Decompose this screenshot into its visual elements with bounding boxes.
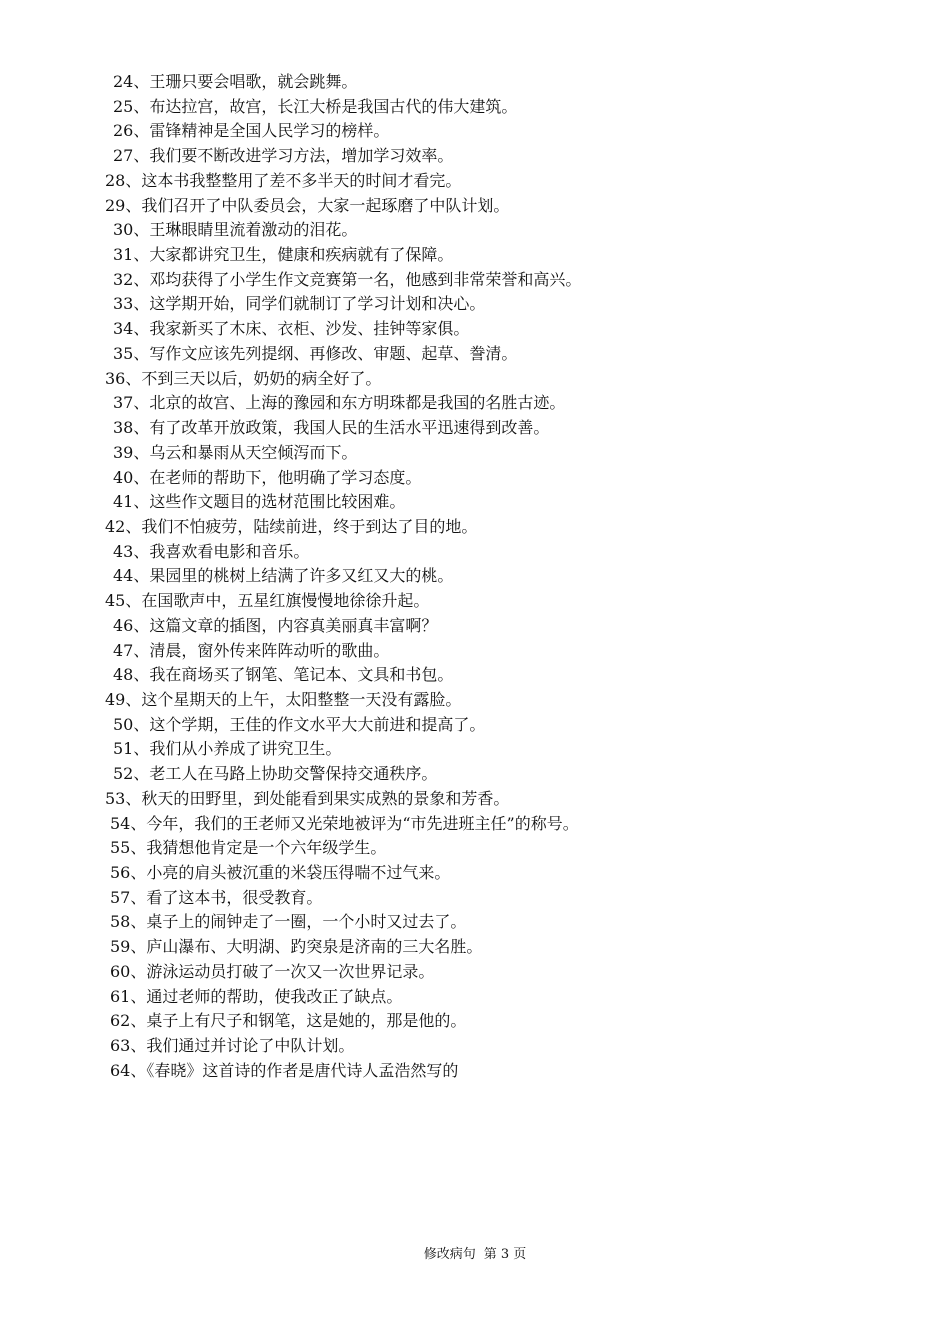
sentence-text: 34、我家新买了木床、衣柜、沙发、挂钟等家俱。 <box>113 319 470 339</box>
sentence-line <box>0 1034 950 1059</box>
sentence-line <box>0 70 950 95</box>
sentence-text: 31、大家都讲究卫生，健康和疾病就有了保障。 <box>113 245 454 265</box>
sentence-text: 24、王珊只要会唱歌，就会跳舞。 <box>113 72 358 91</box>
sentence-line <box>0 589 950 614</box>
sentence-text: 38、有了改革开放政策，我国人民的生活水平迅速得到改善。 <box>113 418 550 438</box>
sentence-line <box>0 836 950 861</box>
sentence-text: 28、这本书我整整用了差不多半天的时间才看完。 <box>105 170 462 190</box>
sentence-line <box>0 466 950 491</box>
sentence-text: 37、北京的故宫、上海的豫园和东方明珠都是我国的名胜古迹。 <box>113 393 566 413</box>
sentence-line <box>0 713 950 738</box>
sentence-text: 29、我们召开了中队委员会，大家一起琢磨了中队计划。 <box>105 195 510 215</box>
sentence-text: 27、我们要不断改进学习方法，增加学习效率。 <box>113 146 454 166</box>
sentence-text: 47、清晨，窗外传来阵阵动听的歌曲。 <box>113 640 390 660</box>
sentence-text: 36、不到三天以后，奶奶的病全好了。 <box>105 368 382 388</box>
sentence-line <box>0 144 950 169</box>
sentence-line <box>0 1059 950 1084</box>
sentence-text: 30、王琳眼睛里流着激动的泪花。 <box>113 220 358 240</box>
sentence-line <box>0 515 950 540</box>
sentence-line <box>0 391 950 416</box>
sentence-line <box>0 317 950 342</box>
sentence-line <box>0 441 950 466</box>
sentence-text: 41、这些作文题目的选材范围比较困难。 <box>113 492 406 512</box>
sentence-text: 61、通过老师的帮助，使我改正了缺点。 <box>110 986 403 1006</box>
sentence-line <box>0 639 950 664</box>
sentence-line <box>0 95 950 120</box>
sentence-text: 33、这学期开始，同学们就制订了学习计划和决心。 <box>113 294 486 314</box>
sentence-text: 56、小亮的肩头被沉重的米袋压得喘不过气来。 <box>110 863 451 882</box>
sentence-text: 55、我猜想他肯定是一个六年级学生。 <box>110 838 387 858</box>
sentence-line <box>0 910 950 935</box>
footer-page-number: 第 3 页 <box>483 1247 527 1262</box>
sentence-line <box>0 663 950 688</box>
sentence-text: 45、在国歌声中，五星红旗慢慢地徐徐升起。 <box>105 591 430 611</box>
sentence-line <box>0 169 950 194</box>
sentence-line <box>0 490 950 515</box>
sentence-text: 48、我在商场买了钢笔、笔记本、文具和书包。 <box>113 665 454 685</box>
sentence-line <box>0 540 950 565</box>
sentence-text: 57、看了这本书，很受教育。 <box>110 887 323 907</box>
sentence-line <box>0 935 950 960</box>
sentence-text: 46、这篇文章的插图，内容真美丽真丰富啊？ <box>113 615 438 635</box>
sentence-text: 40、在老师的帮助下，他明确了学习态度。 <box>113 467 422 487</box>
sentence-line <box>0 416 950 441</box>
sentence-text: 50、这个学期，王佳的作文水平大大前进和提高了。 <box>113 714 486 734</box>
sentence-line <box>0 614 950 639</box>
sentence-text: 25、布达拉宫，故宫，长江大桥是我国古代的伟大建筑。 <box>113 96 518 116</box>
sentence-line <box>0 218 950 243</box>
sentence-line <box>0 292 950 317</box>
footer-title: 修改病句 <box>423 1247 476 1262</box>
sentence-text: 53、秋天的田野里，到处能看到果实成熟的景象和芳香。 <box>105 788 510 808</box>
sentence-text: 26、雷锋精神是全国人民学习的榜样。 <box>113 121 390 141</box>
sentence-text: 39、乌云和暴雨从天空倾泻而下。 <box>113 442 358 462</box>
sentence-line <box>0 367 950 392</box>
sentence-line <box>0 762 950 787</box>
sentence-text: 60、游泳运动员打破了一次又一次世界记录。 <box>110 961 435 981</box>
sentence-line <box>0 119 950 144</box>
sentence-text: 58、桌子上的闹钟走了一圈，一个小时又过去了。 <box>110 912 467 932</box>
sentence-list <box>0 70 950 1083</box>
sentence-text: 63、我们通过并讨论了中队计划。 <box>110 1036 355 1056</box>
sentence-text: 32、邓均获得了小学生作文竞赛第一名，他感到非常荣誉和高兴。 <box>113 269 582 289</box>
sentence-line <box>0 688 950 713</box>
sentence-line <box>0 342 950 367</box>
sentence-text: 44、果园里的桃树上结满了许多又红又大的桃。 <box>113 566 454 586</box>
sentence-line <box>0 243 950 268</box>
sentence-line <box>0 194 950 219</box>
sentence-line <box>0 787 950 812</box>
sentence-line <box>0 861 950 886</box>
sentence-text: 35、写作文应该先列提纲、再修改、审题、起草、誊清。 <box>113 343 518 363</box>
sentence-text: 64、《春晓》这首诗的作者是唐代诗人孟浩然写的 <box>110 1060 459 1080</box>
page-footer <box>0 1246 950 1264</box>
sentence-line <box>0 812 950 837</box>
sentence-text: 52、老工人在马路上协助交警保持交通秩序。 <box>113 764 438 784</box>
sentence-text: 54、今年，我们的王老师又光荣地被评为“市先进班主任”的称号。 <box>110 813 579 833</box>
sentence-line <box>0 737 950 762</box>
sentence-line <box>0 960 950 985</box>
sentence-line <box>0 564 950 589</box>
sentence-line <box>0 1009 950 1034</box>
sentence-text: 59、庐山瀑布、大明湖、趵突泉是济南的三大名胜。 <box>110 937 483 957</box>
sentence-text: 42、我们不怕疲劳，陆续前进，终于到达了目的地。 <box>105 516 478 536</box>
sentence-text: 51、我们从小养成了讲究卫生。 <box>113 739 342 759</box>
sentence-line <box>0 985 950 1010</box>
sentence-line <box>0 268 950 293</box>
sentence-line <box>0 886 950 911</box>
sentence-text: 49、这个星期天的上午，太阳整整一天没有露脸。 <box>105 689 462 709</box>
sentence-text: 62、桌子上有尺子和钢笔，这是她的，那是他的。 <box>110 1011 467 1031</box>
sentence-text: 43、我喜欢看电影和音乐。 <box>113 541 310 561</box>
